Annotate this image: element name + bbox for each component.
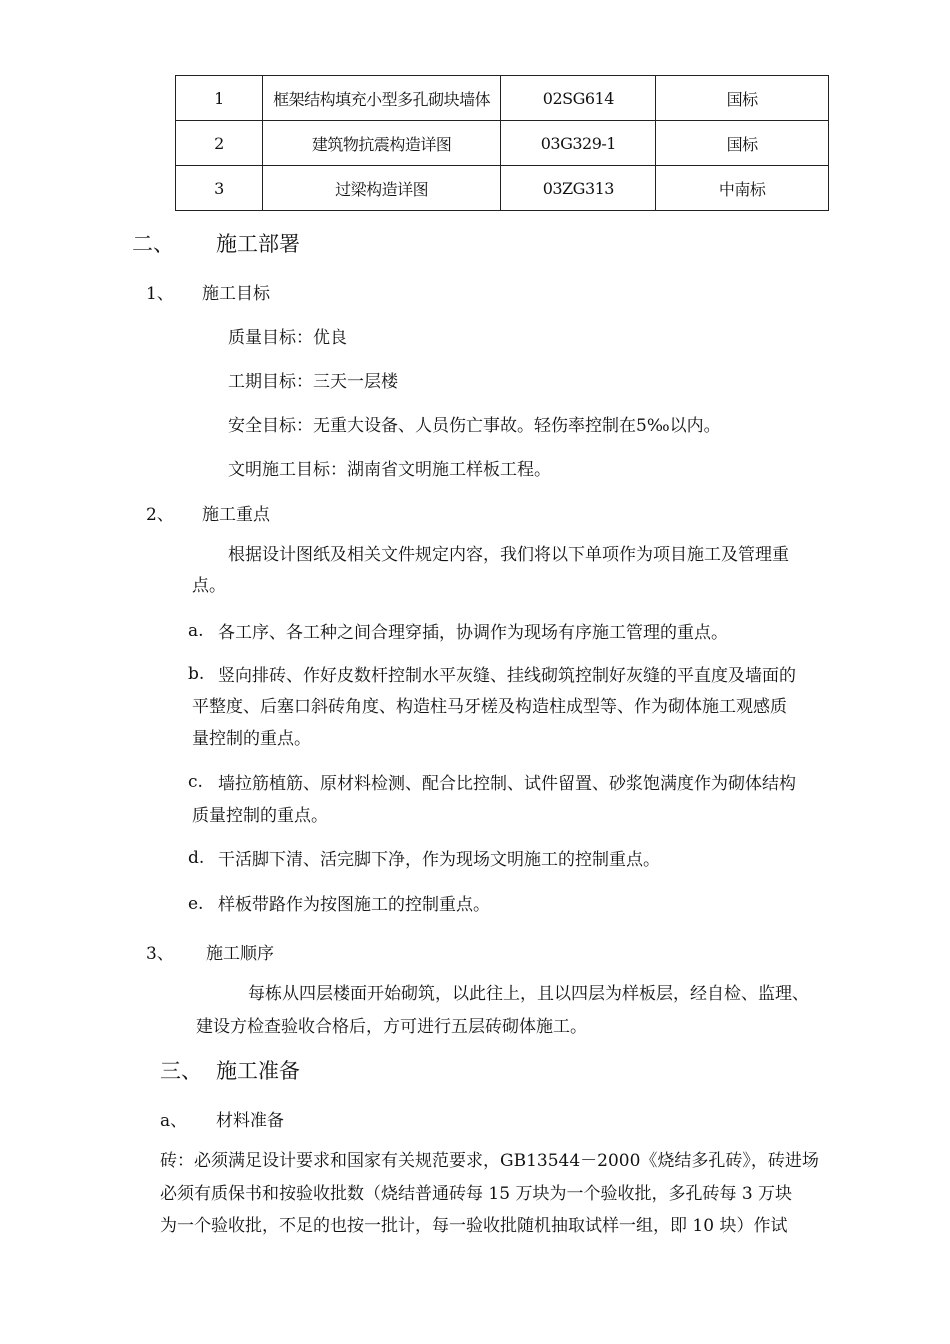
item-d-marker: d. xyxy=(188,848,205,868)
item-e-text: 样板带路作为按图施工的控制重点。 xyxy=(218,895,490,915)
row-number: 2 xyxy=(176,121,263,166)
standard-code: 03G329-1 xyxy=(501,121,656,166)
item-b-line-1: 竖向排砖、作好皮数杆控制水平灰缝、挂线砌筑控制好灰缝的平直度及墙面的 xyxy=(218,666,796,686)
subsection-a-title: 材料准备 xyxy=(216,1111,284,1131)
row-number: 3 xyxy=(176,166,263,211)
civilized-construction-goal: 文明施工目标：湖南省文明施工样板工程。 xyxy=(228,460,551,480)
section-2-title: 施工部署 xyxy=(216,232,300,256)
subsection-2-number: 2、 xyxy=(146,505,174,525)
standard-code: 02SG614 xyxy=(501,76,656,121)
item-c-line-1: 墙拉筋植筋、原材料检测、配合比控制、试件留置、砂浆饱满度作为砌体结构 xyxy=(218,774,796,794)
safety-goal: 安全目标：无重大设备、人员伤亡事故。轻伤率控制在5‰以内。 xyxy=(228,416,721,436)
section-3-title: 施工准备 xyxy=(216,1059,300,1083)
subsection-3-number: 3、 xyxy=(146,944,174,964)
sequence-line-1: 每栋从四层楼面开始砌筑，以此往上，且以四层为样板层，经自检、监理、 xyxy=(248,984,809,1004)
subsection-3-title: 施工顺序 xyxy=(206,944,274,964)
standard-code: 03ZG313 xyxy=(501,166,656,211)
item-a-marker: a. xyxy=(188,621,204,641)
item-b-line-2: 平整度、后塞口斜砖角度、构造柱马牙槎及构造柱成型等、作为砌体施工观感质 xyxy=(192,697,787,717)
standards-table xyxy=(175,75,829,211)
subsection-a-number: a、 xyxy=(160,1111,188,1131)
standard-name: 过梁构造详图 xyxy=(262,166,501,211)
schedule-goal: 工期目标：三天一层楼 xyxy=(228,372,398,392)
table-row xyxy=(176,76,829,121)
key-points-intro-line-2: 点。 xyxy=(192,576,226,596)
materials-line-1: 砖：必须满足设计要求和国家有关规范要求，GB13544－2000《烧结多孔砖》，砖进场 xyxy=(160,1151,819,1171)
standard-name: 框架结构填充小型多孔砌块墙体 xyxy=(262,76,501,121)
table-row xyxy=(176,166,829,211)
subsection-2-title: 施工重点 xyxy=(202,505,270,525)
item-a-text: 各工序、各工种之间合理穿插，协调作为现场有序施工管理的重点。 xyxy=(218,623,728,643)
item-b-line-3: 量控制的重点。 xyxy=(192,729,311,749)
standard-level: 中南标 xyxy=(656,166,829,211)
item-d-text: 干活脚下清、活完脚下净，作为现场文明施工的控制重点。 xyxy=(218,850,660,870)
sequence-line-2: 建设方检查验收合格后，方可进行五层砖砌体施工。 xyxy=(196,1017,587,1037)
quality-goal: 质量目标：优良 xyxy=(228,328,347,348)
standard-name: 建筑物抗震构造详图 xyxy=(262,121,501,166)
materials-line-2: 必须有质保书和按验收批数（烧结普通砖每 15 万块为一个验收批，多孔砖每 3 万块 xyxy=(160,1184,793,1204)
key-points-intro-line-1: 根据设计图纸及相关文件规定内容，我们将以下单项作为项目施工及管理重 xyxy=(228,545,789,565)
section-2-number: 二、 xyxy=(132,232,174,256)
materials-line-3: 为一个验收批，不足的也按一批计，每一验收批随机抽取试样一组，即 10 块）作试 xyxy=(160,1216,788,1236)
row-number: 1 xyxy=(176,76,263,121)
subsection-1-title: 施工目标 xyxy=(202,284,270,304)
section-3-number: 三、 xyxy=(160,1059,202,1083)
item-e-marker: e. xyxy=(188,894,204,914)
table-row xyxy=(176,121,829,166)
subsection-1-number: 1、 xyxy=(146,284,174,304)
item-c-marker: c. xyxy=(188,772,203,792)
item-b-marker: b. xyxy=(188,664,205,684)
item-c-line-2: 质量控制的重点。 xyxy=(192,806,328,826)
standard-level: 国标 xyxy=(656,121,829,166)
standard-level: 国标 xyxy=(656,76,829,121)
